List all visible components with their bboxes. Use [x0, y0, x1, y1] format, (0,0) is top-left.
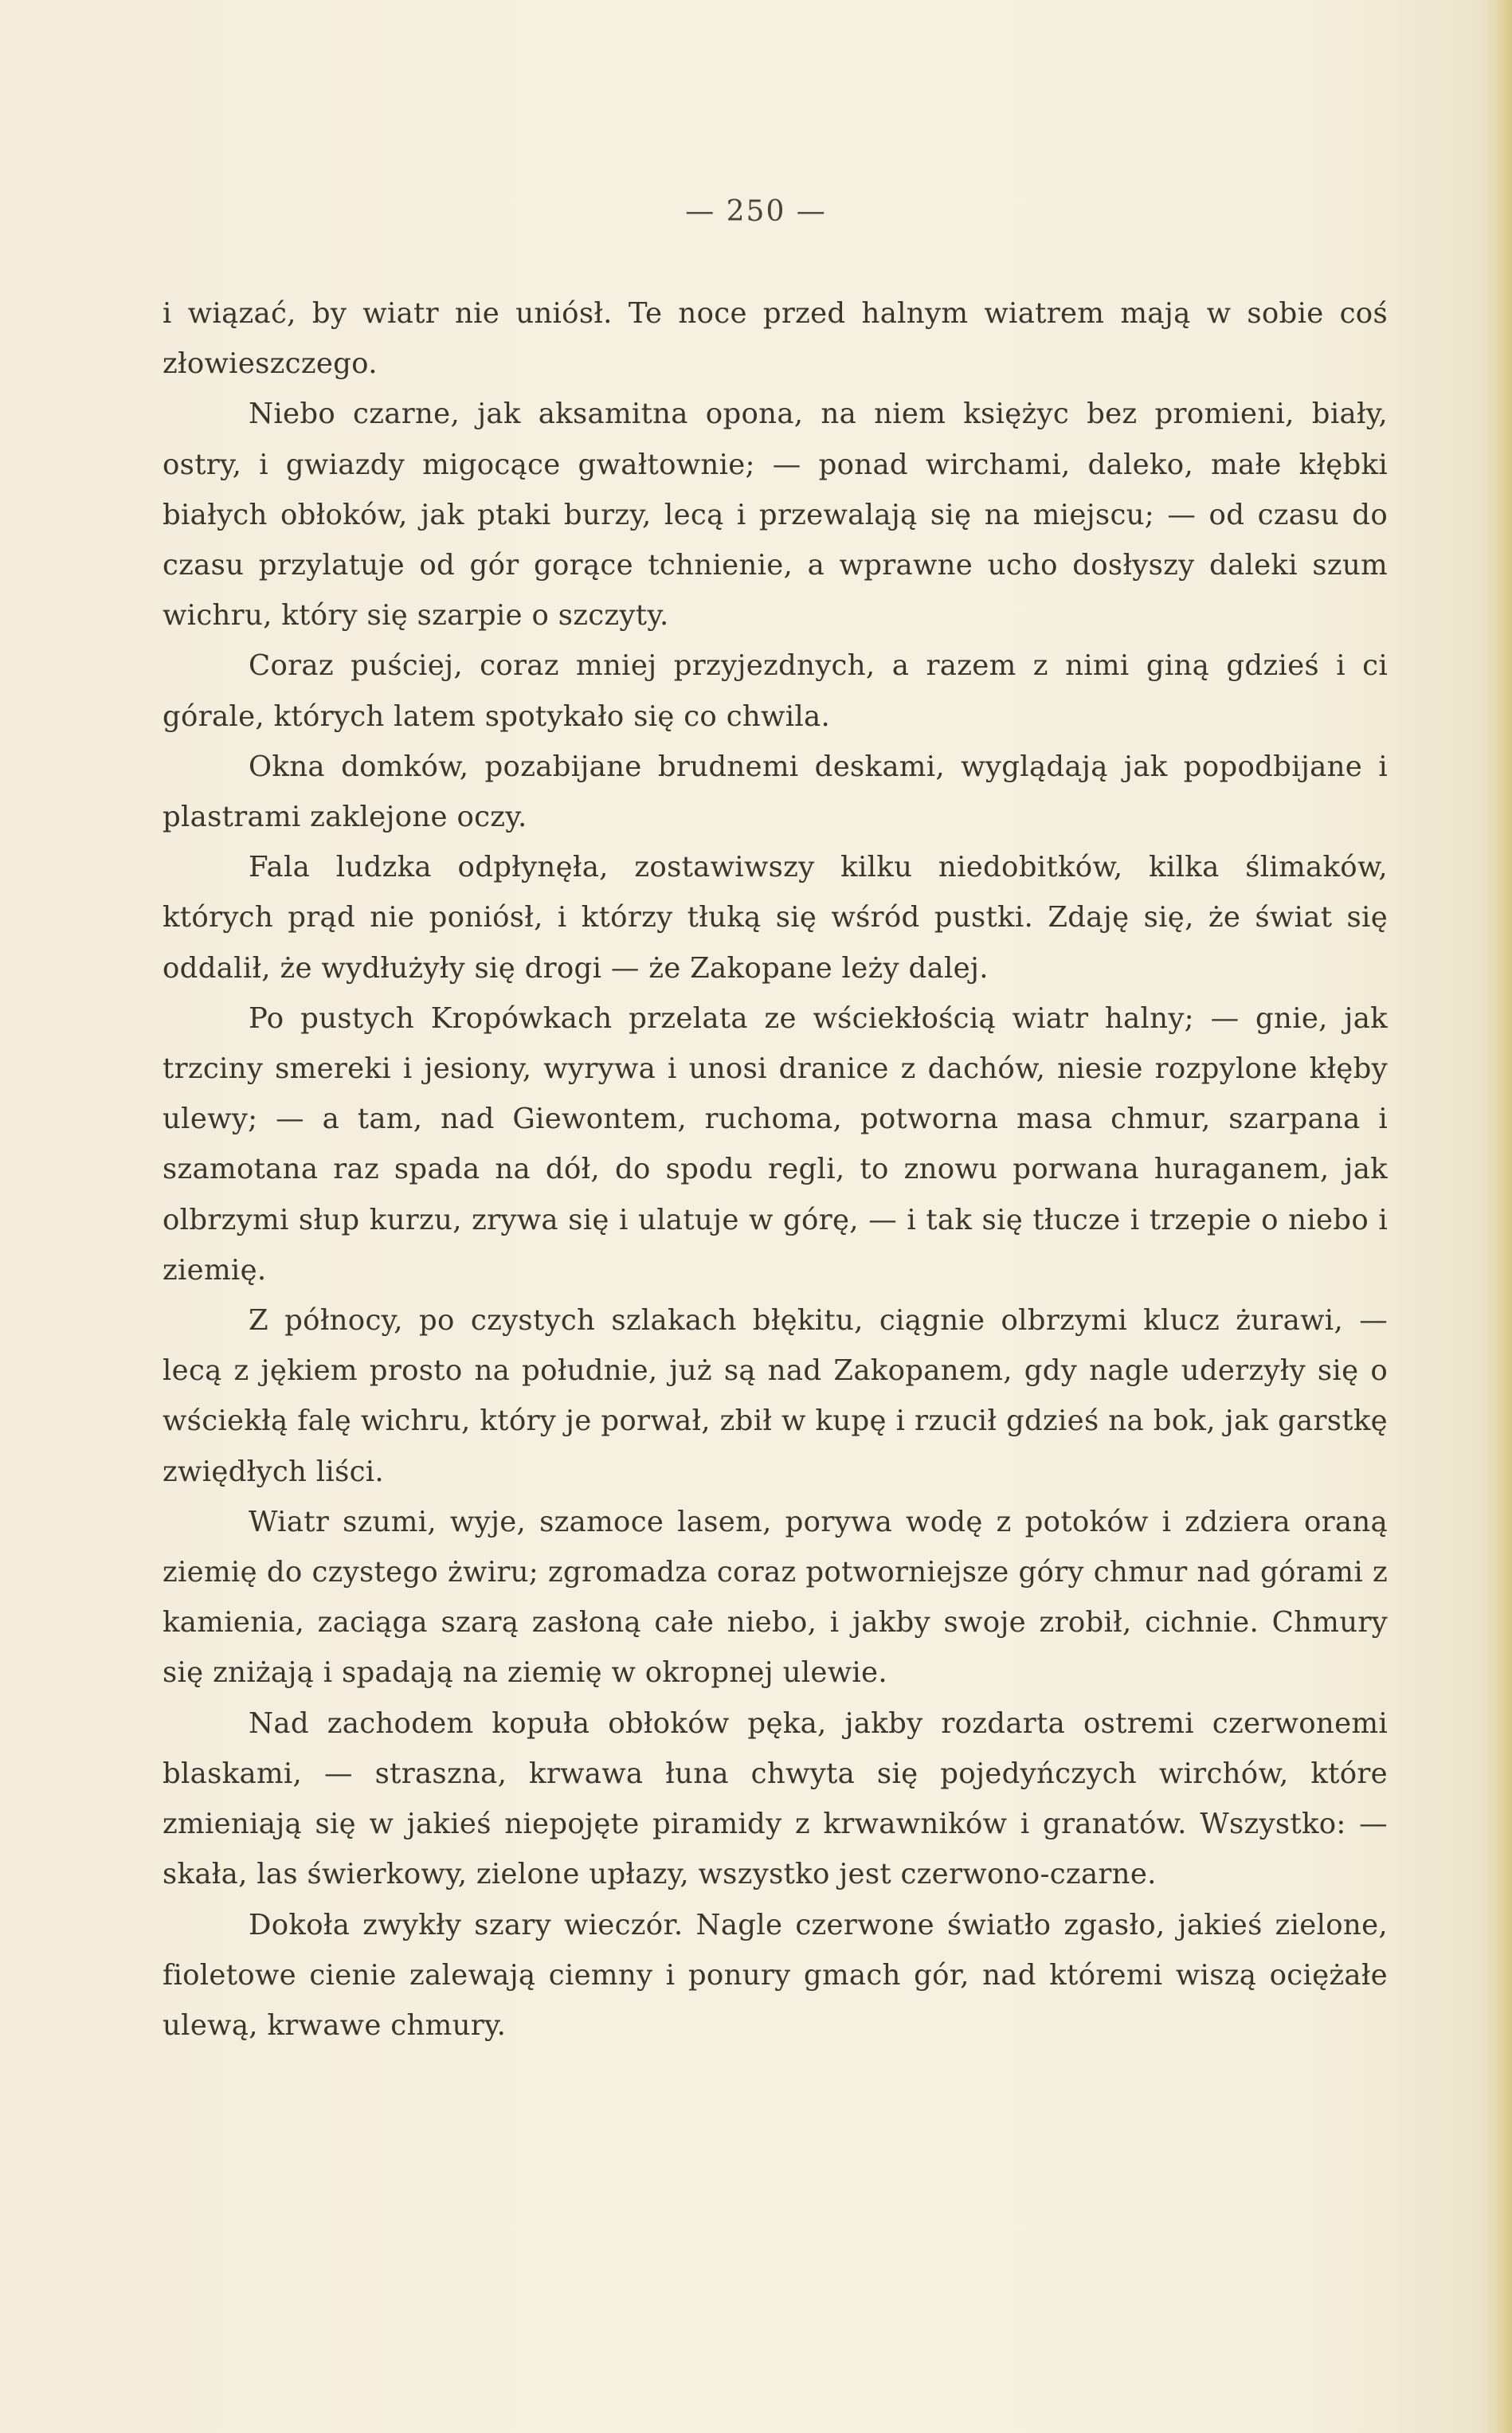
paragraph: Dokoła zwykły szary wieczór. Nagle czerwone światło zgasło, jakieś zielone, fioletowe cienie zalewają ciemny i ponury gmach gór, nad któremi wiszą ociężałe ulewą, krwawe chmury. — [163, 1908, 1388, 2042]
page-edge — [1485, 0, 1512, 2433]
paragraph: Fala ludzka odpłynęła, zostawiwszy kilku niedobitków, kilka ślimaków, których prąd nie poniósł, i którzy tłuką się wśród pustki. Zdaję się, że świat się oddalił, że wydłużyły się drogi — że Zakopane leży dalej. — [163, 851, 1388, 985]
paragraph: Niebo czarne, jak aksamitna opona, na niem księżyc bez promieni, biały, ostry, i gwiazdy migocące gwałtownie; — ponad wirchami, daleko, małe kłębki białych obłoków, jak ptaki burzy, lecą i przewalają się na miejscu; — od czasu do czasu przylatuje od gór gorące tchnienie, a wprawne ucho dosłyszy daleki szum wichru, który się szarpie o szczyty. — [163, 398, 1388, 633]
paragraph: Wiatr szumi, wyje, szamoce lasem, porywa wodę z potoków i zdziera oraną ziemię do czystego żwiru; zgromadza coraz potworniejsze góry chmur nad górami z kamienia, zaciąga szarą zasłoną całe niebo, i jakby swoje zrobił, cichnie. Chmury się zniżają i spadają na ziemię w okropnej ulewie. — [163, 1505, 1388, 1690]
paragraph: i wiązać, by wiatr nie uniósł. Te noce przed halnym wiatrem mają w sobie coś złowieszczego. — [163, 297, 1388, 381]
paragraph: Coraz puściej, coraz mniej przyjezdnych, a razem z nimi giną gdzieś i ci górale, których latem spotykało się co chwila. — [163, 649, 1388, 733]
paragraph: Z północy, po czystych szlakach błękitu, ciągnie olbrzymi klucz żurawi, — lecą z jękiem prosto na południe, już są nad Zakopanem, gdy nagle uderzyły się o wściekłą falę wichru, który je porwał, zbił w kupę i rzucił gdzieś na bok, jak garstkę zwiędłych liści. — [163, 1304, 1388, 1488]
paragraph: Okna domków, pozabijane brudnemi deskami, wyglądają jak popodbijane i plastrami zaklejone oczy. — [163, 750, 1388, 834]
paragraph: Po pustych Kropówkach przelata ze wściekłością wiatr halny; — gnie, jak trzciny smereki i jesiony, wyrywa i unosi dranice z dachów, niesie rozpylone kłęby ulewy; — a tam, nad Giewontem, ruchoma, potworna masa chmur, szarpana i szamotana raz spada na dół, do spodu regli, to znowu porwana huraganem, jak olbrzymi słup kurzu, zrywa się i ulatuje w górę, — i tak się tłucze i trzepie o niebo i ziemię. — [163, 1001, 1388, 1287]
body-text — [163, 288, 1388, 2051]
paragraph: Nad zachodem kopuła obłoków pęka, jakby rozdarta ostremi czerwonemi blaskami, — straszna, krwawa łuna chwyta się pojedyńczych wirchów, które zmieniają się w jakieś niepojęte piramidy z krwawników i granatów. Wszystko: — skała, las świerkowy, zielone upłazy, wszystko jest czerwono-czarne. — [163, 1706, 1388, 1891]
page-number: — 250 — — [685, 195, 827, 228]
